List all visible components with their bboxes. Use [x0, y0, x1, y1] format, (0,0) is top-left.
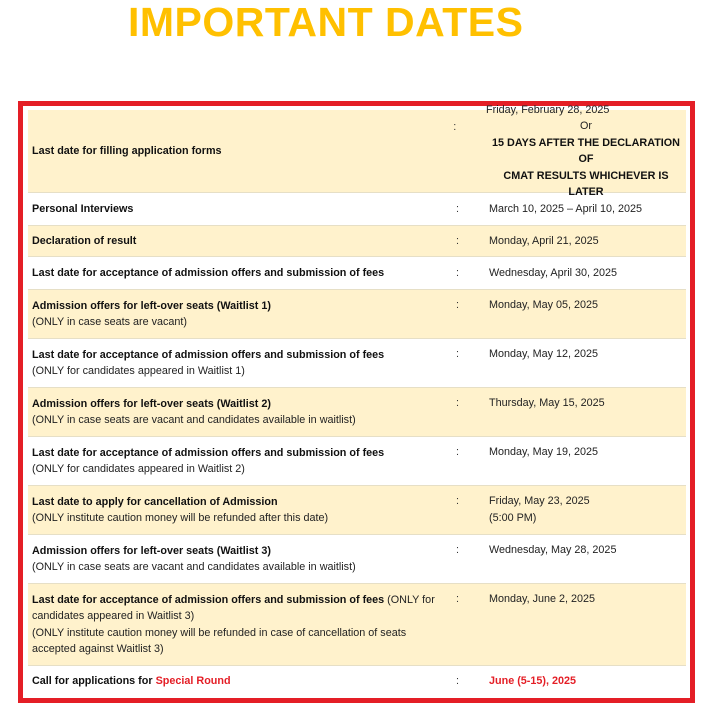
- event-label: Call for applications for: [32, 675, 156, 688]
- separator: :: [456, 266, 459, 279]
- date-value: Thursday, May 15, 2025: [489, 397, 605, 409]
- date-value: Monday, May 12, 2025: [489, 348, 599, 360]
- event-label: Last date for acceptance of admission offers and submission of fees: [32, 266, 385, 279]
- event-note: (ONLY for candidates appeared in Waitlist 1): [32, 365, 245, 377]
- event-label: Admission offers for left-over seats (Waitlist 1): [32, 299, 271, 312]
- separator: :: [456, 544, 459, 556]
- date-value: Monday, April 21, 2025: [489, 234, 599, 247]
- event-note: (ONLY in case seats are vacant and candidates available in waitlist): [32, 561, 356, 573]
- special-round-highlight: Special Round: [155, 675, 231, 688]
- date-value: Friday, February 28, 2025: [486, 103, 610, 116]
- separator: :: [453, 121, 457, 133]
- separator: :: [456, 675, 459, 688]
- separator: :: [456, 397, 459, 409]
- separator: :: [456, 495, 459, 507]
- event-note: candidates appeared in Waitlist 3): [32, 610, 195, 622]
- separator: :: [456, 593, 459, 605]
- table-row: [28, 666, 686, 697]
- event-label: Declaration of result: [32, 234, 137, 247]
- event-label: Personal Interviews: [32, 202, 134, 215]
- event-label: Admission offers for left-over seats (Waitlist 3): [32, 544, 271, 557]
- date-time: (5:00 PM): [489, 511, 537, 524]
- table-row: [28, 584, 686, 666]
- event-note: (ONLY in case seats are vacant and candidates available in waitlist): [32, 414, 356, 426]
- table-row: [28, 388, 686, 437]
- event-note: (ONLY institute caution money will be refunded in case of cancellation of seats: [32, 626, 407, 639]
- event-label: Last date for acceptance of admission offers and submission of fees: [32, 348, 385, 361]
- table-row: [28, 339, 686, 388]
- date-value: Wednesday, May 28, 2025: [489, 544, 617, 556]
- event-label: Last date for filling application forms: [32, 144, 222, 157]
- date-alternative: 15 DAYS AFTER THE DECLARATION OF: [492, 136, 680, 165]
- date-or: Or: [580, 120, 592, 132]
- dates-table-frame: [18, 101, 695, 703]
- table-row: [28, 290, 686, 339]
- date-value: Monday, May 19, 2025: [489, 446, 599, 458]
- event-note: accepted against Waitlist 3): [32, 643, 164, 655]
- event-note: (ONLY for: [384, 593, 435, 606]
- table-row: [28, 226, 686, 257]
- table-row: [28, 103, 686, 198]
- separator: :: [456, 202, 459, 215]
- table-row: [28, 437, 686, 486]
- event-note: (ONLY in case seats are vacant): [32, 316, 188, 328]
- event-note: (ONLY for candidates appeared in Waitlist 2): [32, 463, 245, 475]
- event-label: Last date for acceptance of admission offers and submission of fees: [32, 593, 385, 606]
- date-value: Monday, June 2, 2025: [489, 593, 596, 605]
- date-value: Wednesday, April 30, 2025: [489, 266, 618, 279]
- table-row: [28, 535, 686, 584]
- date-value: March 10, 2025 – April 10, 2025: [489, 202, 643, 215]
- date-alternative-cont: CMAT RESULTS WHICHEVER IS LATER: [503, 169, 669, 198]
- page-title: IMPORTANT DATES: [128, 0, 524, 45]
- separator: :: [456, 348, 459, 360]
- separator: :: [456, 234, 459, 247]
- dates-table: [28, 103, 686, 697]
- event-label: Last date to apply for cancellation of Admission: [32, 495, 278, 508]
- table-row: [28, 486, 686, 535]
- event-label: Last date for acceptance of admission offers and submission of fees: [32, 446, 385, 459]
- date-value: Monday, May 05, 2025: [489, 299, 599, 311]
- table-row: [28, 257, 686, 290]
- separator: :: [456, 299, 459, 311]
- date-value: June (5-15), 2025: [489, 675, 577, 688]
- separator: :: [456, 446, 459, 458]
- event-label: Admission offers for left-over seats (Waitlist 2): [32, 397, 271, 410]
- event-note: (ONLY institute caution money will be refunded after this date): [32, 512, 329, 524]
- date-value: Friday, May 23, 2025: [489, 495, 590, 507]
